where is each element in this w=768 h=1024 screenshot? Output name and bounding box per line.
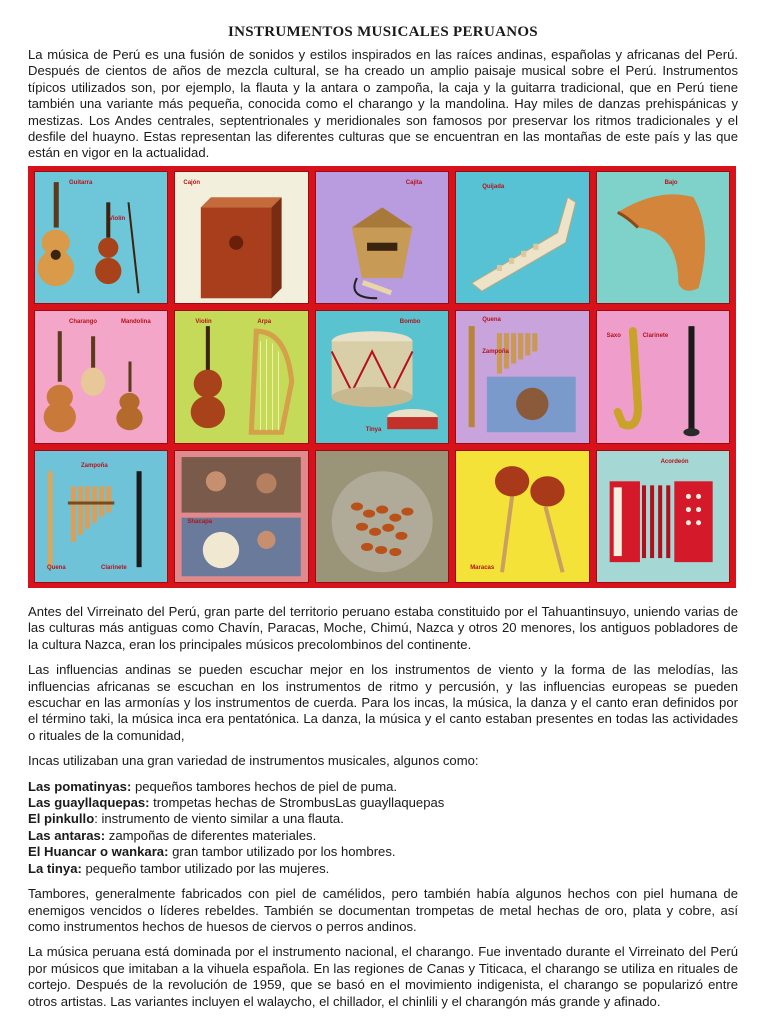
list-item-term: La tinya:	[28, 860, 82, 876]
tile-acordeon	[596, 450, 730, 583]
quena-zampona-illustration	[456, 311, 588, 442]
tile-bajo	[596, 171, 730, 304]
label-mandolina: Mandolina	[121, 319, 151, 326]
cajita-illustration	[316, 172, 448, 303]
list-item-desc: : instrumento de viento similar a una flauta.	[94, 811, 344, 827]
list-item	[28, 811, 738, 827]
label-acordeon: Acordeón	[660, 458, 689, 465]
acordeon-illustration	[597, 451, 729, 582]
tile-musicians-photo	[174, 450, 308, 583]
label-saxo: Saxo	[606, 333, 621, 340]
musicians-photo-illustration	[175, 451, 307, 582]
body-text	[28, 604, 738, 1019]
label-bombo: Bombo	[399, 319, 421, 326]
label-clarinete-2: Clarinete	[101, 564, 127, 571]
paragraph-4: Tambores, generalmente fabricados con piel de camélidos, pero también había algunos hechos con piel humana de enemigos vencidos o líderes rebeldes. También se documentan trompetas de metal hechas de oro, plata y cobre, así como instrumentos hechos de huesos de ciervos o perros andinos.	[28, 886, 738, 934]
list-item	[28, 795, 738, 811]
label-cajita: Cajita	[405, 180, 423, 186]
list-item-desc: trompetas hechas de StrombusLas guayllaquepas	[149, 795, 445, 811]
cajon-illustration	[175, 172, 307, 303]
list-item-term: Las antaras:	[28, 827, 106, 843]
intro-paragraph: La música de Perú es una fusión de sonidos y estilos inspirados en las raíces andinas, españolas y africanas del Perú. Después de cientos de años de mezcla cultural, se ha creado un amplio paisaje musical sobre el Perú. Instrumentos típicos utilizados son, por ejemplo, la flauta y la antara o zampoña, la caja y la guitarra tradicional, que en Perú tiene también una variante más pequeña, conocida como el charango y la mandolina. Hay miles de danzas prehispánicas y mestizas. Los Andes centrales, septentrionales y meridionales son famosos por preservar los ritmos tradicionales y el desfile del huayno. Estas representan las diferentes culturas que se encuentran en las montañas de este país y las que están en vigor en la actualidad.	[28, 47, 738, 161]
tile-zampona-quena-clarinete	[34, 450, 168, 583]
tile-bombo-tinya	[315, 310, 449, 443]
saxo-clarinete-illustration	[597, 311, 729, 442]
tile-maracas	[455, 450, 589, 583]
list-item	[28, 828, 738, 844]
label-bajo: Bajo	[664, 180, 678, 186]
label-violin-2: Violín	[195, 319, 212, 326]
list-item-desc: zampoñas de diferentes materiales.	[105, 827, 317, 843]
label-clarinete: Clarinete	[642, 333, 669, 340]
tile-violin-arpa	[174, 310, 308, 443]
paragraph-3: Incas utilizaban una gran variedad de instrumentos musicales, algunos como:	[28, 753, 479, 769]
guitar-violin-illustration	[35, 172, 167, 303]
list-item	[28, 779, 738, 795]
bombo-tinya-illustration	[316, 311, 448, 442]
label-cajon: Cajón	[183, 180, 201, 186]
list-item	[28, 861, 738, 877]
label-quijada: Quijada	[482, 184, 505, 190]
label-zampona-2: Zampoña	[81, 462, 108, 469]
tile-charango-mandolina	[34, 310, 168, 443]
list-item-term: Las guayllaquepas:	[28, 795, 150, 811]
list-item-term: Las pomatinyas:	[28, 778, 132, 794]
instruments-image-grid	[28, 166, 736, 588]
maracas-illustration	[456, 451, 588, 582]
tile-seed-rattles	[315, 450, 449, 583]
charango-mandolina-illustration	[35, 311, 167, 442]
document-page	[28, 24, 738, 1009]
tile-guitarra-violin	[34, 171, 168, 304]
label-guitarra: Guitarra	[69, 180, 93, 186]
paragraph-1: Antes del Virreinato del Perú, gran parte del territorio peruano estaba constituido por el Tahuantinsuyo, uniendo varias de las culturas más antiguas como Chavín, Paracas, Moche, Chimú, Nazca y otros 20 menores, los antiguos pobladores de la cultura Nazca, eran los principales músicos precolombinos del continente.	[28, 604, 738, 652]
zampona-quena-clarinete-illustration	[35, 451, 167, 582]
list-item-desc: pequeños tambores hechos de piel de puma.	[131, 778, 398, 794]
tile-cajon	[174, 171, 308, 304]
tile-quena-zampona	[455, 310, 589, 443]
label-quena-2: Quena	[47, 564, 66, 571]
label-violin: Violín	[109, 216, 126, 222]
page-title: INSTRUMENTOS MUSICALES PERUANOS	[228, 24, 538, 40]
label-shacapa: Shacapa	[187, 518, 213, 525]
tile-cajita	[315, 171, 449, 304]
tile-saxo-clarinete	[596, 310, 730, 443]
label-charango: Charango	[69, 319, 98, 326]
bajo-illustration	[597, 172, 729, 303]
label-zampona: Zampoña	[482, 349, 509, 356]
paragraph-5: La música peruana está dominada por el instrumento nacional, el charango. Fue inventado durante el Virreinato del Perú por músicos que imitaban a la vihuela española. En las regiones de Canas y Titicaca, el charango se utiliza en rituales de cortejo. Después de la revolución de 1959, que se basó en el movimiento indigenista, el charango se popularizó entre otros artistas. Las variantes incluyen el walaycho, el chillador, el chinlili y el charangón más grande y afinado.	[28, 944, 738, 1009]
list-item	[28, 844, 738, 860]
seed-rattles-illustration	[316, 451, 448, 582]
label-tinya: Tinya	[365, 427, 382, 434]
label-quena: Quena	[482, 317, 501, 324]
list-item-desc: gran tambor utilizado por los hombres.	[168, 844, 396, 860]
paragraph-2: Las influencias andinas se pueden escuchar mejor en los instrumentos de viento y la forma de las melodías, las influencias africanas se escuchan en los instrumentos de ritmo y percusión, y las influencias europeas se pueden escuchar en las armonías y los instrumentos de cuerda. Para los incas, la música, la danza y el canto eran definidos por el término taki, la música inca era pentatónica. La danza, la música y el canto estaban presentes en todas las actividades o rituales de la comunidad,	[28, 662, 738, 743]
list-item-term: El Huancar o wankara:	[28, 844, 169, 860]
instrument-list	[28, 779, 738, 877]
violin-arpa-illustration	[175, 311, 307, 442]
list-item-desc: pequeño tambor utilizado por las mujeres.	[81, 860, 330, 876]
tile-quijada	[455, 171, 589, 304]
quijada-illustration	[456, 172, 588, 303]
label-arpa: Arpa	[257, 319, 272, 326]
list-item-term: El pinkullo	[28, 811, 95, 827]
label-maracas: Maracas	[470, 564, 495, 571]
